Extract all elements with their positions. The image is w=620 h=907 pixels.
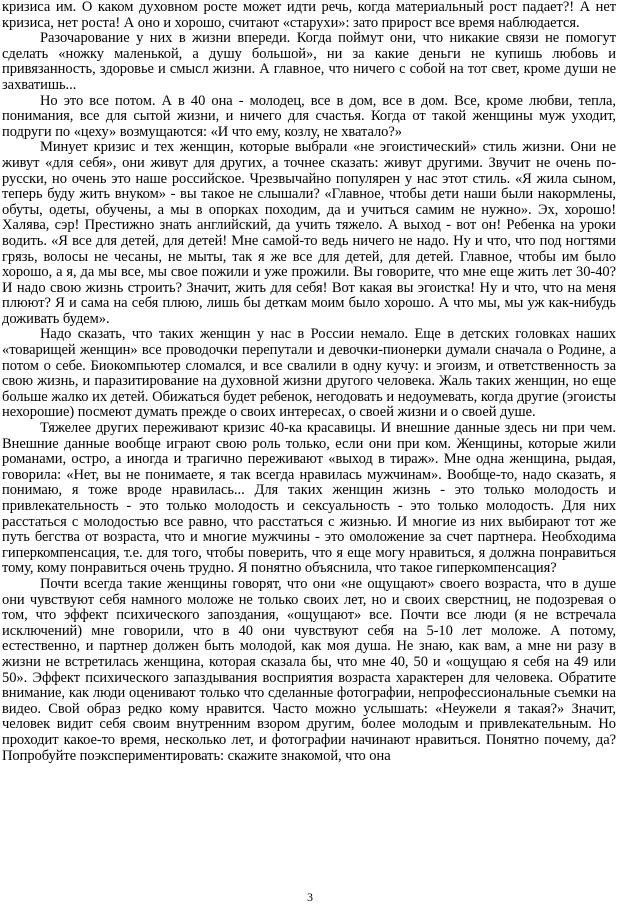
document-page (2, 0, 616, 764)
paragraph-6: Тяжелее других переживают кризис 40-ка красавицы. И внешние данные здесь ни при чем. Внешние данные вообще играют свою роль только, если они при ком. Женщины, которые жили романами, остро, а иногда и трагично переживают «выход в тираж». Мне одна женщина, рыдая, говорила: «Нет, вы не понимаете, я так всегда нравилась мужчинам». Вообще-то, надо сказать, я понимаю, я тоже вроде нравилась... Для таких женщин жизнь - это только молодость и привлекательность - это только молодость и сексуальность - это только молодость. Для них расстаться с молодостью все равно, что расстаться с жизнью. И многие из них выбирают тот же путь бегства от возраста, что и многие мужчины - это омоложение за счет партнера. Необходима гиперкомпенсация, т.е. для того, чтобы поверить, что я еще могу нравиться, я должна понравиться тому, кому понравиться очень трудно. Я понятно объяснила, что такое гиперкомпенсация? (2, 420, 616, 577)
paragraph-1: кризиса им. О каком духовном росте может идти речь, когда материальный рост падает?! А нет кризиса, нет роста! А оно и хорошо, считают «старухи»: зато прирост все время наблюдается. (2, 0, 616, 31)
paragraph-5: Надо сказать, что таких женщин у нас в России немало. Еще в детских головках наших «товарищей женщин» все проводочки перепутали и девочки-пионерки думали сначала о Родине, а потом о себе. Биокомпьютер сломался, и все свалили в одну кучу: и эгоизм, и ответственность за свою жизнь, и паразитирование на духовной жизни другого человека. Жаль таких женщин, но еще больше жалко их детей. Обижаться будет ребенок, негодовать и недоумевать, когда другие (эгоисты нехорошие) посмеют думать прежде о своих интересах, о своей жизни и о своей душе. (2, 326, 616, 421)
paragraph-3: Но это все потом. А в 40 она - молодец, все в дом, все в дом. Все, кроме любви, тепла, понимания, все для сытой жизни, и ничего для счастья. Когда от такой женщины муж уходит, подруги по «цеху» возмущаются: «И что ему, козлу, не хватало?» (2, 92, 616, 140)
page-number: 3 (307, 890, 313, 904)
paragraph-4: Минует кризис и тех женщин, которые выбрали «не эгоистический» стиль жизни. Они не живут «для себя», они живут для других, а точнее сказать: живут другими. Звучит не очень по-русски, но очень это наше российское. Чрезвычайно популярен у нас этот стиль. «Я жила сыном, теперь буду жить внуком» - вы такое не слышали? «Главное, чтобы дети наши были накормлены, обуты, одеты, обучены, а мы в опорках походим, да и учиться самим не нужно». Эх, хорошо! Халява, сэр! Престижно знать английский, да учить тяжело. А выход - вот он! Ребенка на уроки водить. «Я все для детей, для детей! Мне самой-то ведь ничего не надо. Ну и что, что под ногтями грязь, волосы не чесаны, не мыты, так я же все для детей, для детей. Главное, чтобы им было хорошо, а я, да мы все, мы свое пожили и уже прожили. Вы говорите, что мне еще жить лет 30-40? И надо свою жизнь строить? Значит, жить для себя! Вот какая вы эгоистка! Ну и что, что на меня плюют? Я и сама на себя плюю, лишь бы деткам моим было хорошо. А что мы, мы уж как-нибудь доживать будем». (2, 139, 616, 327)
paragraph-2: Разочарование у них в жизни впереди. Когда поймут они, что никакие связи не помогут сделать «ножку маленькой, а душу большой», ни за какие деньги не купишь любовь и привязанность, здоровье и смысл жизни. А главное, что ничего с собой на тот свет, кроме души не захватишь... (2, 30, 616, 93)
paragraph-7: Почти всегда такие женщины говорят, что они «не ощущают» своего возраста, что в душе они чувствуют себя намного моложе не только своих лет, но и своих сверстниц, не подозревая о том, что эффект психического запоздания, «ощущают» все. Почти все люди (я не встречала исключений) мне говорили, что в 40 они чувствуют себя на 5-10 лет моложе. А потому, естественно, и партнер должен быть молодой, как моя душа. Не знаю, как вам, а мне ни разу в жизни не встретилась женщина, которая сказала бы, что мне 40, 50 и «ощущаю я себя на 49 или 50». Эффект психического запаздывания восприятия возраста характерен для человека. Обратите внимание, как люди оценивают только что сделанные фотографии, непрофессиональные съемки на видео. Свой образ редко кому нравится. Часто можно услышать: «Неужели я такая?» Значит, человек видит себя своим внутренним взором другим, более молодым и привлекательным. Но проходит какое-то время, несколько лет, и фотографии начинают нравиться. Понятно почему, да? Попробуйте поэкспериментировать: скажите знакомой, что она (2, 575, 616, 764)
